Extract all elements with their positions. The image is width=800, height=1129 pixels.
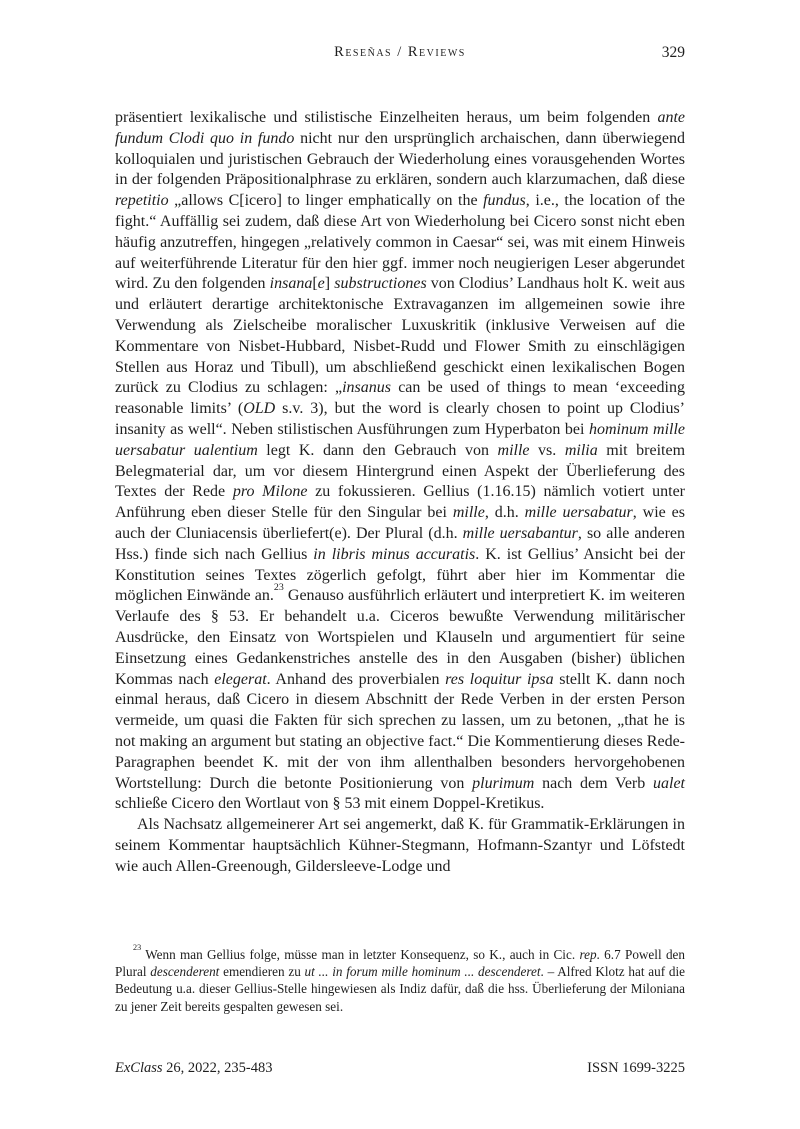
paragraph-main: präsentiert lexikalische und stilistische Einzelheiten heraus, um beim folgenden ante fundum Clodi quo in fundo nicht nur den ursprünglich archaischen, dann überwiegend kolloquialen und juristischen Gebrauch der Wiederholung eines vorausgehenden Wortes in der folgenden Präpositionalphrase zu erklären, sondern auch klarzumachen, daß diese repetitio „allows C[icero] to linger emphatically on the fundus, i.e., the location of the fight.“ Auffällig sei zudem, daß diese Art von Wiederholung bei Cicero sonst nicht eben häufig anzutreffen, hingegen „relatively common in Caesar“ sei, was mit einem Hinweis auf weiterführende Literatur für den hier ggf. immer noch neugierigen Leser abgerundet wird. Zu den folgenden insana[e] substructiones von Clodius’ Landhaus holt K. weit aus und erläutert derartige architektonische Extravaganzen im allgemeinen sowie ihre Verwendung als Zielscheibe moralischer Luxuskritik (inklusive Verweisen auf die Kommentare von Nisbet-Hubbard, Nisbet-Rudd und Flower Smith zu einschlägigen Stellen aus Horaz und Tibull), um abschließend geschickt einen lexikalischen Bogen zurück zu Clodius zu schlagen: „insanus can be used of things to mean ‘exceeding reasonable limits’ (OLD s.v. 3), but the word is clearly chosen to point up Clodius’ insanity as well“. Neben stilistischen Ausführungen zum Hyperbaton bei hominum mille uersabatur ualentium legt K. dann den Gebrauch von mille vs. milia mit breitem Belegmaterial dar, um vor diesem Hintergrund einen Aspekt der Überlieferung des Textes der Rede pro Milone zu fokussieren. Gellius (1.16.15) nämlich votiert unter Anführung eben dieser Stelle für den Singular bei mille, d.h. mille uersabatur, wie es auch der Cluniacensis überliefert(e). Der Plural (d.h. mille uersabantur, so alle anderen Hss.) finde sich nach Gellius in libris minus accuratis. K. ist Gellius’ Ansicht bei der Konstitution seines Textes zögerlich gefolgt, führt aber hier im Kommentar die möglichen Einwände an.$^{23}$ Genauso ausführlich erläutert und interpretiert K. im weiteren Verlaufe des § 53. Er behandelt u.a. Ciceros bewußte Verwendung militärischer Ausdrücke, den Einsatz von Wortspielen und Klauseln und argumentiert für seine Einsetzung eines Gedankenstriches anstelle des in den Ausgaben (bisher) üblichen Kommas nach elegerat. Anhand des proverbialen res loquitur ipsa stellt K. dann noch einmal heraus, daß Cicero in diesem Abschnitt der Rede Verben in der ersten Person vermeide, um quasi die Fakten für sich sprechen zu lassen, um zu betonen, „that he is not making an argument but stating an objective fact.“ Die Kommentierung dieses Rede-Paragraphen beendet K. mit der von ihm allenthalben besonders hervorgehobenen Wortstellung: Durch die betonte Positionierung von plurimum nach dem Verb ualet schließe Cicero den Wortlaut von § 53 mit einem Doppel-Kretikus.	[115, 109, 686, 813]
page-header	[115, 44, 685, 64]
paragraph-closing: Als Nachsatz allgemeinerer Art sei angemerkt, daß K. für Grammatik-Erklärungen in seinem Kommentar hauptsächlich Kühner-Stegmann, Hofmann-Szantyr und Löfstedt wie auch Allen-Greenough, Gildersleeve-Lodge und	[115, 816, 685, 875]
issn: ISSN 1699-3225	[587, 1060, 685, 1076]
footnote: $^{23}$ Wenn man Gellius folge, müsse man in letzter Konsequenz, so K., auch in Cic. rep. 6.7 Powell den Plural descenderent emendieren zu ut ... in forum mille hominum ... descenderet. – Alfred Klotz hat auf die Bedeutung u.a. dieser Gellius-Stelle hingewiesen als Indiz dafür, daß die hss. Überlieferung der Miloniana zu jener Zeit bereits gespalten gewesen sei.	[115, 942, 685, 1014]
page-footer	[115, 1060, 685, 1077]
review-body	[115, 108, 685, 877]
page-number: 329	[661, 44, 685, 61]
journal-citation: ExClass 26, 2022, 235-483	[115, 1060, 273, 1076]
running-head: Reseñas / Reviews	[334, 44, 466, 60]
